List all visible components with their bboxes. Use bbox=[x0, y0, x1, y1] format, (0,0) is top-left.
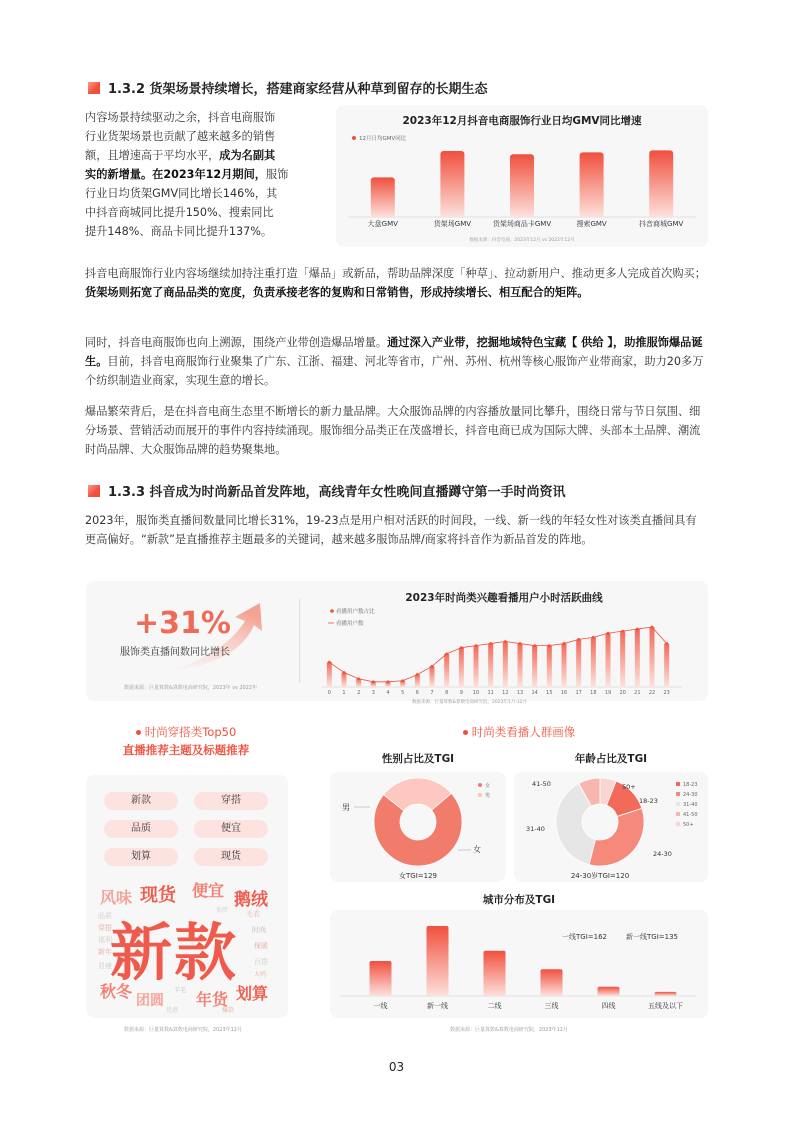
topic-tag[interactable]: 便宜 bbox=[194, 820, 268, 838]
hourly-point bbox=[387, 680, 390, 683]
city-bar bbox=[370, 961, 392, 996]
topic-recommend-card bbox=[86, 775, 288, 1018]
hourly-tick-label: 23 bbox=[663, 690, 670, 696]
hourly-bar bbox=[342, 673, 347, 687]
section-marker-icon bbox=[88, 485, 100, 497]
hourly-bar bbox=[532, 646, 537, 687]
hourly-bar bbox=[606, 633, 611, 687]
city-tgi-2: 新一线TGI=135 bbox=[626, 933, 678, 941]
age-label: 41-50 bbox=[532, 780, 551, 788]
hourly-tick-label: 17 bbox=[575, 690, 582, 696]
hourly-bar bbox=[415, 675, 420, 687]
hourly-line bbox=[329, 627, 666, 682]
hourly-bar bbox=[664, 644, 669, 687]
hourly-activity-chart bbox=[322, 597, 702, 705]
hourly-tick-label: 2 bbox=[357, 690, 361, 696]
age-legend-swatch bbox=[676, 792, 680, 796]
hourly-tick-label: 3 bbox=[371, 690, 375, 696]
cloud-word: 秋冬 bbox=[100, 982, 133, 1001]
gmv-chart-title: 2023年12月抖音电商服饰行业日均GMV同比增速 bbox=[402, 115, 642, 127]
cloud-word: 品质 bbox=[98, 912, 112, 920]
age-card bbox=[514, 772, 708, 882]
hourly-tick-label: 15 bbox=[546, 690, 553, 696]
page-number: 03 bbox=[388, 1060, 405, 1074]
kpi-label: 服饰类直播间数同比增长 bbox=[120, 647, 230, 658]
age-label: 24-30 bbox=[653, 850, 672, 858]
paragraph-content-field: 抖音电商服饰行业内容场继续加持注重打造「爆品」或新品，帮助品牌深度「种草」、拉动新用户、推动更多人完成首次购买；货架场则拓宽了商品品类的宽度，负责承接老客的复购和日常销售，形成持续增长、相互配合的矩阵。 bbox=[85, 267, 706, 299]
city-bar-chart bbox=[330, 910, 708, 1018]
age-legend-swatch bbox=[676, 802, 680, 806]
city-category-label: 四线 bbox=[601, 1002, 616, 1010]
hourly-tick-label: 13 bbox=[516, 690, 524, 696]
hourly-point bbox=[401, 679, 404, 682]
age-legend-label: 50+ bbox=[683, 822, 694, 828]
topic-subtitle-1: 时尚穿搭类Top50 bbox=[86, 724, 286, 740]
hourly-bar bbox=[518, 644, 523, 687]
cloud-word: 优惠 bbox=[166, 1007, 179, 1014]
hourly-point bbox=[460, 646, 463, 649]
gmv-category-label: 抖音商城GMV bbox=[639, 220, 684, 228]
age-legend-label: 41-50 bbox=[683, 812, 698, 818]
cloud-word: 毛衣 bbox=[246, 910, 260, 918]
hourly-tick-label: 18 bbox=[590, 690, 597, 696]
age-legend-label: 31-40 bbox=[683, 802, 698, 808]
hourly-point bbox=[431, 665, 434, 668]
cloud-word: 便宜 bbox=[192, 881, 225, 900]
kpi-source: 数据来源：巨量算数&算数电商研究院，2023年 vs 2022年 bbox=[124, 685, 258, 691]
city-bar bbox=[598, 987, 620, 996]
cloud-word: 现货 bbox=[140, 885, 176, 906]
age-legend-swatch bbox=[676, 782, 680, 786]
gmv-category-label: 大盘GMV bbox=[367, 220, 398, 228]
hourly-source: 数据来源：巨量算数&算数电商研究院，2023年1月-12月 bbox=[412, 700, 528, 705]
hourly-point bbox=[636, 628, 639, 631]
hourly-tick-label: 19 bbox=[604, 690, 612, 696]
cloud-word: 保暖 bbox=[254, 942, 268, 950]
cloud-word: 百搭 bbox=[254, 958, 268, 966]
hourly-point bbox=[607, 632, 610, 635]
hourly-point bbox=[621, 630, 624, 633]
gender-legend: 女 bbox=[485, 783, 491, 789]
hourly-point bbox=[519, 642, 522, 645]
hourly-point bbox=[343, 671, 346, 674]
section-title-1-3-2: 1.3.2 货架场景持续增长，搭建商家经营从种草到留存的长期生态 bbox=[88, 78, 488, 97]
gender-legend-swatch bbox=[478, 793, 482, 797]
cloud-word: 福利 bbox=[98, 936, 112, 944]
city-category-label: 新一线 bbox=[427, 1002, 448, 1010]
gmv-bar bbox=[510, 154, 534, 217]
divider bbox=[299, 599, 300, 683]
cloud-word: 鹅绒 bbox=[234, 890, 268, 910]
live-stream-stats-card bbox=[86, 581, 708, 705]
word-cloud bbox=[96, 875, 280, 1015]
hourly-tick-label: 10 bbox=[472, 690, 480, 696]
gmv-category-label: 货架场GMV bbox=[433, 220, 472, 228]
hourly-point bbox=[665, 642, 668, 645]
cloud-word: 穿搭 bbox=[98, 924, 112, 932]
gmv-category-label: 货架场商品卡GMV bbox=[492, 220, 552, 228]
hourly-point bbox=[504, 640, 507, 643]
city-category-label: 一线 bbox=[373, 1002, 388, 1010]
hourly-bar bbox=[488, 644, 493, 687]
section-title-1-3-3: 1.3.3 抖音成为时尚新品首发阵地，高线青年女性晚间直播蹲守第一手时尚资讯 bbox=[88, 481, 566, 500]
hourly-tick-label: 1 bbox=[342, 690, 346, 696]
hourly-bar bbox=[635, 629, 640, 687]
kpi-value: +31% bbox=[134, 606, 231, 641]
city-bar bbox=[484, 951, 506, 996]
age-legend-label: 18-23 bbox=[683, 782, 698, 788]
hourly-point bbox=[548, 644, 551, 647]
hourly-tick-label: 4 bbox=[386, 690, 390, 696]
hourly-tick-label: 7 bbox=[430, 690, 434, 696]
hourly-bar bbox=[430, 666, 435, 687]
age-slice bbox=[589, 808, 644, 866]
hourly-tick-label: 0 bbox=[327, 690, 331, 696]
hourly-tick-label: 5 bbox=[401, 690, 405, 696]
hourly-bar bbox=[503, 641, 508, 687]
gmv-legend-dot bbox=[352, 136, 356, 140]
hourly-point bbox=[577, 638, 580, 641]
hourly-point bbox=[416, 673, 419, 676]
city-bar bbox=[541, 969, 563, 996]
gmv-growth-chart-card bbox=[336, 105, 708, 247]
hourly-tick-label: 6 bbox=[415, 690, 419, 696]
city-tgi-1: 一线TGI=162 bbox=[562, 933, 607, 941]
gender-card bbox=[330, 772, 506, 882]
hourly-legend-2: 看播用户数 bbox=[336, 621, 364, 627]
hourly-point bbox=[651, 626, 654, 629]
hourly-point bbox=[533, 644, 536, 647]
hourly-tick-label: 11 bbox=[487, 690, 494, 696]
paragraph-live-stream: 2023年，服饰类直播间数量同比增长31%，19-23点是用户相对活跃的时间段，一线、新一线的年轻女性对该类直播间具有更高偏好。“新款”是直播推荐主题最多的关键词，越来越多服饰品牌/商家将抖音作为新品首发的阵地。 bbox=[85, 514, 697, 546]
cloud-word: 羊毛 bbox=[174, 987, 187, 994]
age-label: 50+ bbox=[622, 783, 636, 791]
city-card bbox=[330, 910, 708, 1018]
paragraph-industry-belt: 同时，抖音电商服饰也向上溯源，围绕产业带创造爆品增量。通过深入产业带，挖掘地域特色宝藏【 供给 】，助推服饰爆品诞生。目前，抖音电商服饰行业聚集了广东、江浙、福建、河北等省市，广州、苏州、杭州等核心服饰产业带商家，助力20多万个纺织制造业商家，实现生意的增长。 bbox=[85, 336, 704, 387]
cloud-word: 时尚 bbox=[252, 926, 266, 934]
city-category-label: 三线 bbox=[544, 1002, 559, 1010]
cloud-word: 新年 bbox=[98, 948, 112, 956]
topic-tag[interactable]: 品质 bbox=[104, 820, 178, 838]
gender-title: 性别占比及TGI bbox=[381, 753, 455, 765]
hourly-point bbox=[475, 644, 478, 647]
age-donut-chart bbox=[514, 772, 708, 882]
hourly-point bbox=[592, 636, 595, 639]
gmv-legend-label: 12月日均GMV同比 bbox=[359, 136, 407, 142]
hourly-bar bbox=[650, 627, 655, 687]
hourly-bar bbox=[620, 631, 625, 687]
hourly-tick-label: 14 bbox=[531, 690, 538, 696]
hourly-point bbox=[328, 661, 331, 664]
age-legend-label: 24-30 bbox=[683, 792, 698, 798]
gmv-bar bbox=[440, 151, 464, 217]
city-category-label: 二线 bbox=[487, 1002, 502, 1010]
age-legend-swatch bbox=[676, 812, 680, 816]
hourly-legend-1: 看播用户数占比 bbox=[336, 609, 375, 615]
topic-tag[interactable]: 现货 bbox=[194, 848, 268, 866]
intro-paragraph: 内容场景持续驱动之余，抖音电商服饰 行业货架场景也贡献了越来越多的销售 额，且增速高于平均水平，成为名副其 实的新增量。在2023年12月期间，服饰 行业日均货架GMV同比增长146%，其 中抖音商城同比提升150%、搜索同比 提升148%、商品卡同比提升137%。 bbox=[85, 111, 289, 238]
hourly-point bbox=[489, 642, 492, 645]
hourly-legend-dot-1 bbox=[330, 609, 334, 613]
hourly-point bbox=[372, 680, 375, 683]
gender-legend: 男 bbox=[485, 793, 491, 799]
bullet-icon bbox=[463, 730, 468, 735]
gmv-bar bbox=[580, 152, 604, 217]
hourly-point bbox=[357, 677, 360, 680]
cloud-word: 划算 bbox=[236, 984, 269, 1003]
hourly-bar bbox=[459, 648, 464, 687]
city-source: 数据来源：巨量算数&算数电商研究院，2023年12月 bbox=[450, 1027, 568, 1033]
gender-donut-chart bbox=[330, 772, 506, 882]
cloud-word: 风味 bbox=[100, 888, 133, 907]
gmv-bar bbox=[649, 150, 673, 217]
city-bar bbox=[427, 926, 449, 996]
hourly-tick-label: 16 bbox=[560, 690, 568, 696]
city-title: 城市分布及TGI bbox=[482, 894, 556, 906]
cloud-word: 大码 bbox=[254, 971, 267, 978]
gmv-bar bbox=[371, 177, 395, 217]
hourly-bar bbox=[591, 637, 596, 687]
audience-subtitle: 时尚类看播人群画像 bbox=[330, 724, 708, 740]
hourly-bar bbox=[576, 639, 581, 687]
cloud-word: 显瘦 bbox=[98, 962, 112, 970]
cloud-word: 团圆 bbox=[136, 993, 164, 1009]
gmv-category-label: 搜索GMV bbox=[576, 220, 607, 228]
hourly-tick-label: 21 bbox=[634, 690, 641, 696]
age-legend-swatch bbox=[676, 822, 680, 826]
hourly-tick-label: 22 bbox=[648, 690, 656, 696]
bullet-icon bbox=[136, 730, 141, 735]
age-tgi: 24-30岁TGI=120 bbox=[570, 872, 630, 880]
hourly-bar bbox=[474, 646, 479, 687]
hourly-bar bbox=[547, 646, 552, 687]
section-marker-icon bbox=[88, 82, 100, 94]
hourly-tick-label: 8 bbox=[445, 690, 449, 696]
hourly-point bbox=[563, 642, 566, 645]
hourly-bar bbox=[327, 662, 332, 687]
hourly-bar bbox=[562, 644, 567, 687]
hourly-point bbox=[445, 652, 448, 655]
gender-label-male: 男 bbox=[342, 803, 350, 812]
city-bar bbox=[655, 992, 677, 996]
gmv-growth-chart bbox=[336, 127, 708, 245]
age-label: 18-23 bbox=[639, 797, 658, 805]
hourly-bar bbox=[444, 654, 449, 687]
cloud-word-main: 新款 bbox=[110, 916, 239, 989]
gmv-source: 数据来源：抖音电商，2023年12月 vs 2022年12月 bbox=[469, 238, 575, 243]
topic-source: 数据来源：巨量算数&算数电商研究院，2023年12月 bbox=[124, 1027, 242, 1033]
hourly-tick-label: 12 bbox=[502, 690, 509, 696]
cloud-word: 加厚 bbox=[216, 907, 229, 914]
cloud-word: 爆款 bbox=[222, 1007, 235, 1014]
age-title: 年龄占比及TGI bbox=[574, 753, 648, 765]
hourly-chart-title: 2023年时尚类兴趣看播用户小时活跃曲线 bbox=[405, 592, 603, 604]
hourly-tick-label: 9 bbox=[459, 690, 463, 696]
paragraph-brands: 爆品繁荣背后，是在抖音电商生态里不断增长的新力量品牌。大众服饰品牌的内容播放量同比攀升，围绕日常与节日氛围、细分场景、营销活动而展开的事件内容持续涌现。服饰细分品类正在茂盛增长，抖音电商已成为国际大牌、头部本土品牌、潮流时尚品牌、大众服饰品牌的趋势聚集地。 bbox=[85, 405, 701, 456]
age-label: 31-40 bbox=[526, 825, 545, 833]
topic-tag[interactable]: 穿搭 bbox=[194, 792, 268, 810]
topic-tag[interactable]: 划算 bbox=[104, 848, 178, 866]
gender-label-female: 女 bbox=[473, 845, 481, 854]
city-category-label: 五线及以下 bbox=[648, 1002, 683, 1010]
topic-subtitle-2: 直播推荐主题及标题推荐 bbox=[122, 743, 250, 757]
topic-tag[interactable]: 新款 bbox=[104, 792, 178, 810]
cloud-word: 年货 bbox=[196, 990, 229, 1009]
gender-legend-dot bbox=[478, 783, 482, 787]
gender-tgi: 女TGI=129 bbox=[399, 872, 437, 880]
hourly-tick-label: 20 bbox=[619, 690, 626, 696]
